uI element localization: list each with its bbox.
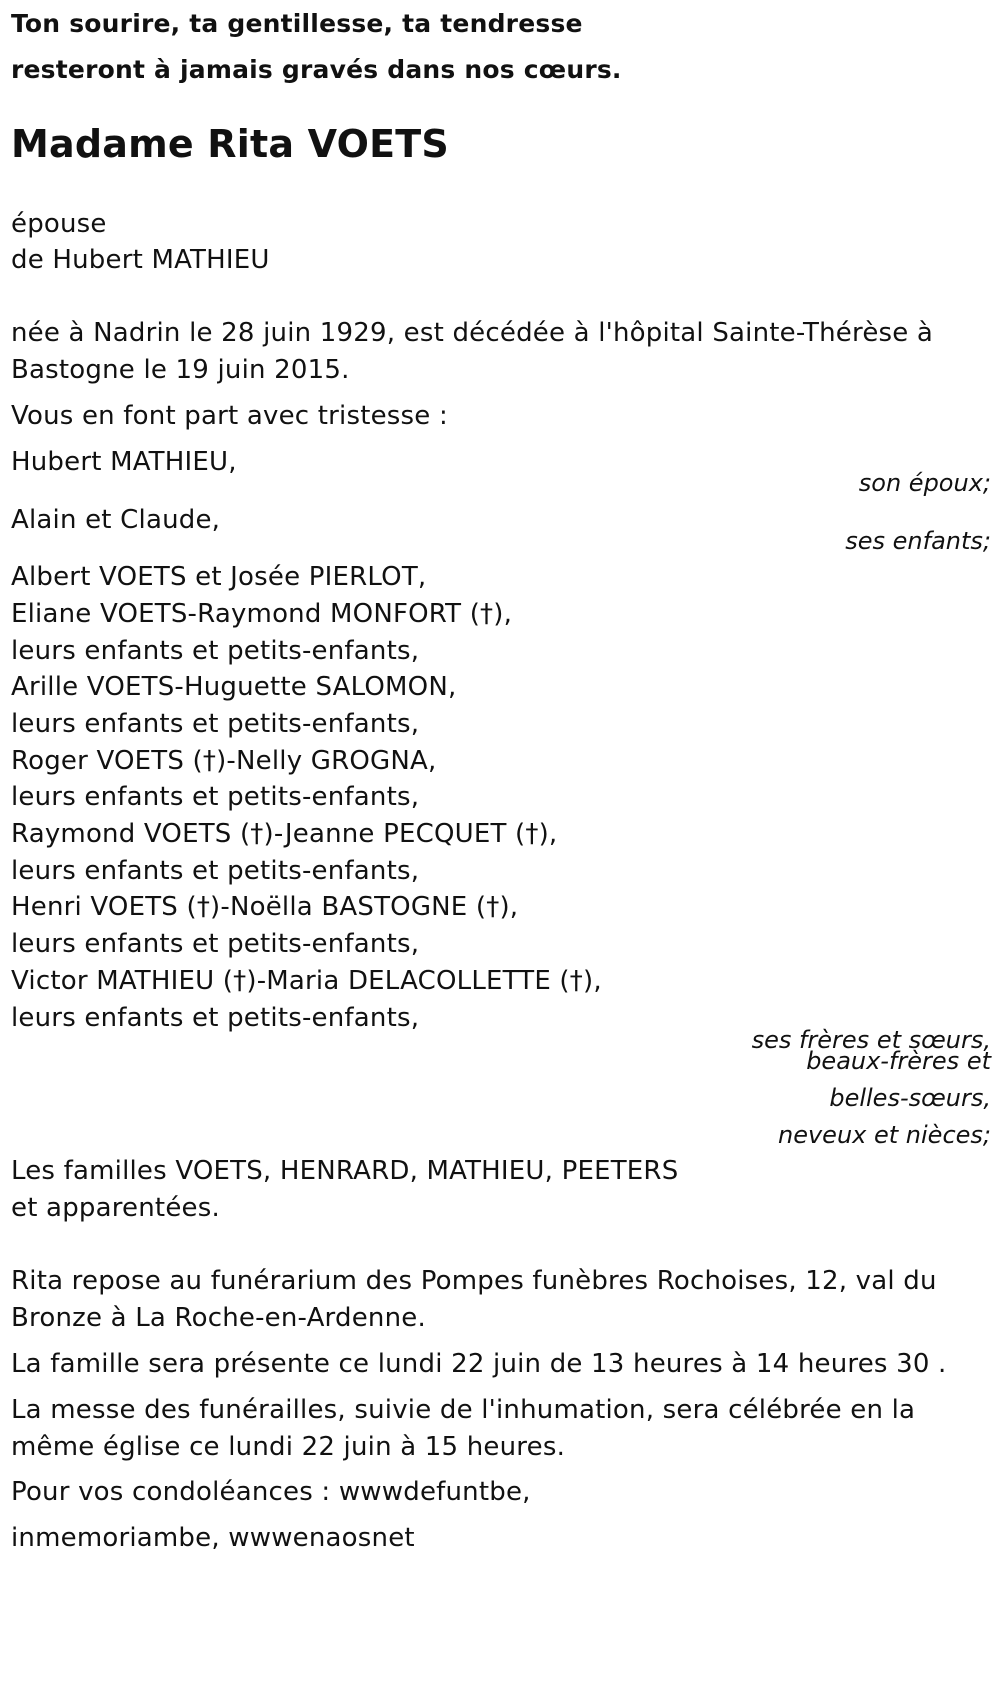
spouse-role: son époux;	[858, 469, 991, 497]
birth-death-line-2: Bastogne le 19 juin 2015.	[11, 355, 350, 385]
sibling-line: Albert VOETS et Josée PIERLOT,	[11, 562, 427, 592]
mass-line-2: même église ce lundi 22 juin à 15 heures.	[11, 1432, 566, 1462]
children-role: ses enfants;	[845, 527, 991, 555]
condolences-line-1: Pour vos condoléances : wwwdefuntbe,	[11, 1477, 531, 1507]
siblings-role-line: belles-sœurs,	[829, 1084, 991, 1112]
siblings-role-line: ses frères et sœurs,	[751, 1026, 991, 1054]
quote-line-2: resteront à jamais gravés dans nos cœurs.	[11, 55, 622, 84]
sibling-line: Eliane VOETS-Raymond MONFORT (†),	[11, 599, 513, 629]
sibling-line: leurs enfants et petits-enfants,	[11, 709, 420, 739]
children-names: Alain et Claude,	[11, 505, 221, 535]
sibling-line: leurs enfants et petits-enfants,	[11, 782, 420, 812]
siblings-role-line: beaux-frères et	[806, 1047, 991, 1075]
siblings-role-line: neveux et nièces;	[778, 1121, 991, 1149]
condolences-line-2: inmemoriambe, wwwenaosnet	[11, 1523, 415, 1553]
sibling-line: Victor MATHIEU (†)-Maria DELACOLLETTE (†),	[11, 966, 602, 996]
deceased-name: Madame Rita VOETS	[11, 122, 449, 166]
sibling-line: leurs enfants et petits-enfants,	[11, 636, 420, 666]
sibling-line: Henri VOETS (†)-Noëlla BASTOGNE (†),	[11, 892, 519, 922]
sibling-line: Raymond VOETS (†)-Jeanne PECQUET (†),	[11, 819, 558, 849]
sibling-line: leurs enfants et petits-enfants,	[11, 856, 420, 886]
announcement: Vous en font part avec tristesse :	[11, 401, 448, 431]
families-line-1: Les familles VOETS, HENRARD, MATHIEU, PEETERS	[11, 1156, 679, 1186]
sibling-line: Arille VOETS-Huguette SALOMON,	[11, 672, 457, 702]
spouse-line: de Hubert MATHIEU	[11, 245, 270, 275]
spouse-name: Hubert MATHIEU,	[11, 447, 237, 477]
rest-line-2: Bronze à La Roche-en-Ardenne.	[11, 1303, 426, 1333]
mass-line-1: La messe des funérailles, suivie de l'inhumation, sera célébrée en la	[11, 1395, 916, 1425]
quote-line-1: Ton sourire, ta gentillesse, ta tendresse	[11, 9, 583, 38]
birth-death-line-1: née à Nadrin le 28 juin 1929, est décédée à l'hôpital Sainte-Thérèse à	[11, 318, 934, 348]
relation-label: épouse	[11, 209, 107, 239]
sibling-line: leurs enfants et petits-enfants,	[11, 929, 420, 959]
rest-line-1: Rita repose au funérarium des Pompes funèbres Rochoises, 12, val du	[11, 1266, 937, 1296]
presence-line: La famille sera présente ce lundi 22 juin de 13 heures à 14 heures 30 .	[11, 1349, 947, 1379]
sibling-line: leurs enfants et petits-enfants,	[11, 1003, 420, 1033]
sibling-line: Roger VOETS (†)-Nelly GROGNA,	[11, 746, 437, 776]
families-line-2: et apparentées.	[11, 1193, 220, 1223]
